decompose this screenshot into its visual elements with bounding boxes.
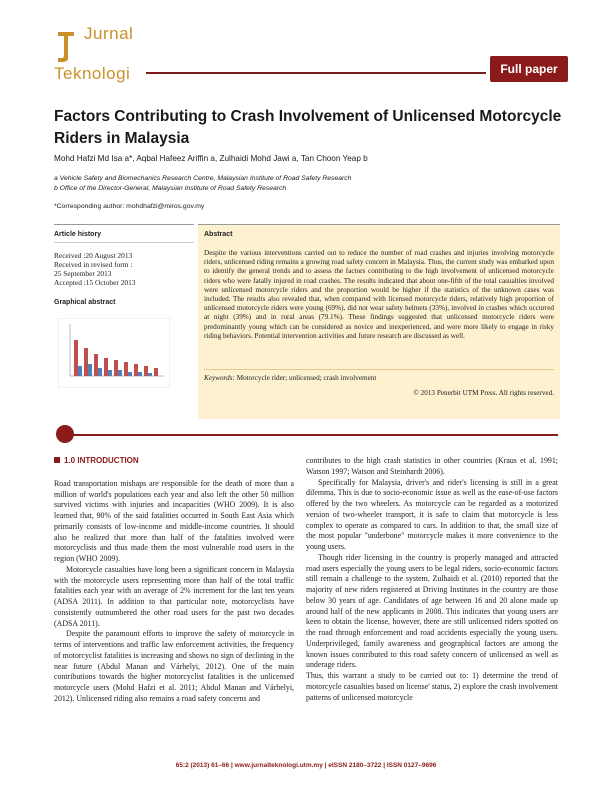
corresponding-author: *Corresponding author: mohdhafzi@miros.gov.my — [54, 203, 205, 210]
revised-label: Received in revised form : — [54, 260, 133, 269]
copyright: © 2013 Penerbit UTM Press. All rights reserved. — [413, 389, 554, 397]
affiliation-b: b Office of the Director-General, Malaysian Institute of Road Safety Research — [54, 185, 287, 192]
section-divider — [72, 434, 558, 436]
accepted-date: Accepted :15 October 2013 — [54, 278, 136, 287]
article-history-heading: Article history — [54, 231, 194, 243]
bullet-square-icon — [54, 457, 60, 463]
body-column-left — [54, 456, 294, 705]
affiliation-a: a Vehicle Safety and Biomechanics Research Centre, Malaysian Institute of Road Safety Research — [54, 175, 352, 182]
affiliations — [54, 174, 574, 194]
full-paper-badge: Full paper — [490, 56, 568, 82]
graphical-abstract-heading: Graphical abstract — [54, 299, 116, 306]
paragraph: contributes to the high crash statistics in other countries (Kraus et al. 1991; Watson 1997; Watson and Steinhardt 2006). — [306, 456, 558, 476]
journal-logo-icon — [54, 28, 78, 64]
journal-name-line2: Teknologi — [54, 64, 131, 83]
abstract-box — [198, 224, 560, 419]
received-date: Received :20 August 2013 — [54, 251, 133, 260]
abstract-text: Despite the various interventions carried out to reduce the number of road crashes and injuries involving motorcycle riders, unlicensed riding remains a growing road safety concern in Malaysia. Thus, the current study was embarked upon to identify the general trends and to assess the factors contributing to the high involvement of unlicensed motorcycle riders who were fatally injured in road crashes. The results indicated that about one-fifth of the total casualties involved were unlicensed motorcycle riders and the proportion would be higher if the statistics of the unknown cases was included. The results also revealed that, when compared with licensed motorcycle riders, relatively high proportion of unlicensed motorcycle riders were young (69%), did not wear safety helmets (33%), involved in crashes which occurred at night (39%) and in rural areas (79.1%). These findings suggested that unlicensed motorcycle riders were predominantly young which can be considered as novice and inexperienced, and were more likely to engage in risky riding behaviors. Potential intervention activities and future research are discussed as well. — [204, 249, 554, 340]
graphical-abstract-image — [58, 318, 170, 388]
journal-name-line1: Jurnal — [84, 24, 134, 43]
paragraph: Motorcycle casualties have long been a significant concern in Malaysia with the motorcycle users representing more than half of the total traffic fatalities each year with an average of 2% increment for the last ten years (ADSA 2011). In addition to that particular note, motorcyclists have consistently outnumbered the other road users for the past two decades (ADSA 2011). — [54, 564, 294, 628]
keywords-label: Keywords: — [204, 374, 235, 382]
body-column-right — [306, 456, 558, 703]
paragraph: Specifically for Malaysia, driver's and rider's licensing is still in a great dilemma. This is due to socio-economic issue as well as the ease-of-use factors offered by the two wheelers. As motorcycle can be regarded as a motorized version of two-wheeler transport, it is safe to claim that motorcycle is less complex to operate as compared to cars. In addition to that, the small size of the most popular "underbone" motorcycle makes it more convenience to the young users. — [306, 477, 558, 551]
paragraph: Thus, this warrant a study to be carried out to: 1) determine the trend of motorcycle casualties based on license' status, 2) explore the crash involvement patterns of unlicensed motorcycle — [306, 671, 558, 702]
abstract-heading: Abstract — [204, 231, 233, 238]
paper-authors: Mohd Hafzi Md Isa a*, Aqbal Hafeez Ariffin a, Zulhaidi Mohd Jawi a, Tan Choon Yeap b — [54, 154, 368, 163]
section-heading-text: 1.0 INTRODUCTION — [64, 456, 139, 465]
page-footer: 65:2 (2013) 61–66 | www.jurnalteknologi.utm.my | eISSN 2180–3722 | ISSN 0127–9696 — [175, 762, 437, 769]
keywords — [204, 369, 554, 382]
keywords-text: Motorcycle rider; unlicensed; crash involvement — [236, 374, 377, 382]
paragraph: Road transportation mishaps are responsible for the death of more than a million of world's populations each year and also left the other 50 million survived victims with injuries and incapacities (WHO 2009). It is also learned that, 90% of the said fatalities occurred in South East Asia which primarily consists of low-income and middle-income countries. It should also be realized that more than half of the fatalities involved were motorcyclists and thus made them the most vulnerable road users in the region (WHO 2009). — [54, 478, 294, 563]
paragraph: Though rider licensing in the country is properly managed and attracted road users especially the young users to be legal riders, socio-economic factors still remain a challenge to the system. Zulhaidi et al. (2010) reported that the majority of new riders registered at Driving Institutes in the country are those below 30 years of age. Candidates of age between 16 and 20 alone made up around half of the new applicants in 2008. This indicates that young users are keen to obtain the license, however, there are still unlicensed riders spotted on the road through enforcement and road accidents especially the young users. Underprivileged, family awareness and geographical factors are among the known issues contributed to this road safety concern of unlicensed as well as underage riders. — [306, 552, 558, 670]
paper-title: Factors Contributing to Crash Involvement of Unlicensed Motorcycle Riders in Malaysia — [54, 108, 562, 147]
section-heading — [54, 456, 294, 467]
header-rule — [146, 72, 486, 74]
revised-date: 25 September 2013 — [54, 269, 112, 278]
paragraph: Despite the paramount efforts to improve the safety of motorcycle in terms of interventions and traffic law enforcement activities, the frequency of motorcyclist fatalities is increasing and shows no sign of declining in the near future (Abdul Manan and Várhelyi, 2012). One of the main contributions towards the higher motorcyclist fatalities is the unlicensed motorcycle users (Mohd Hafzi et al. 2011; Abdul Manan and Várhelyi, 2012). Unlicensed riding also remains a road safety concerns and — [54, 629, 294, 703]
